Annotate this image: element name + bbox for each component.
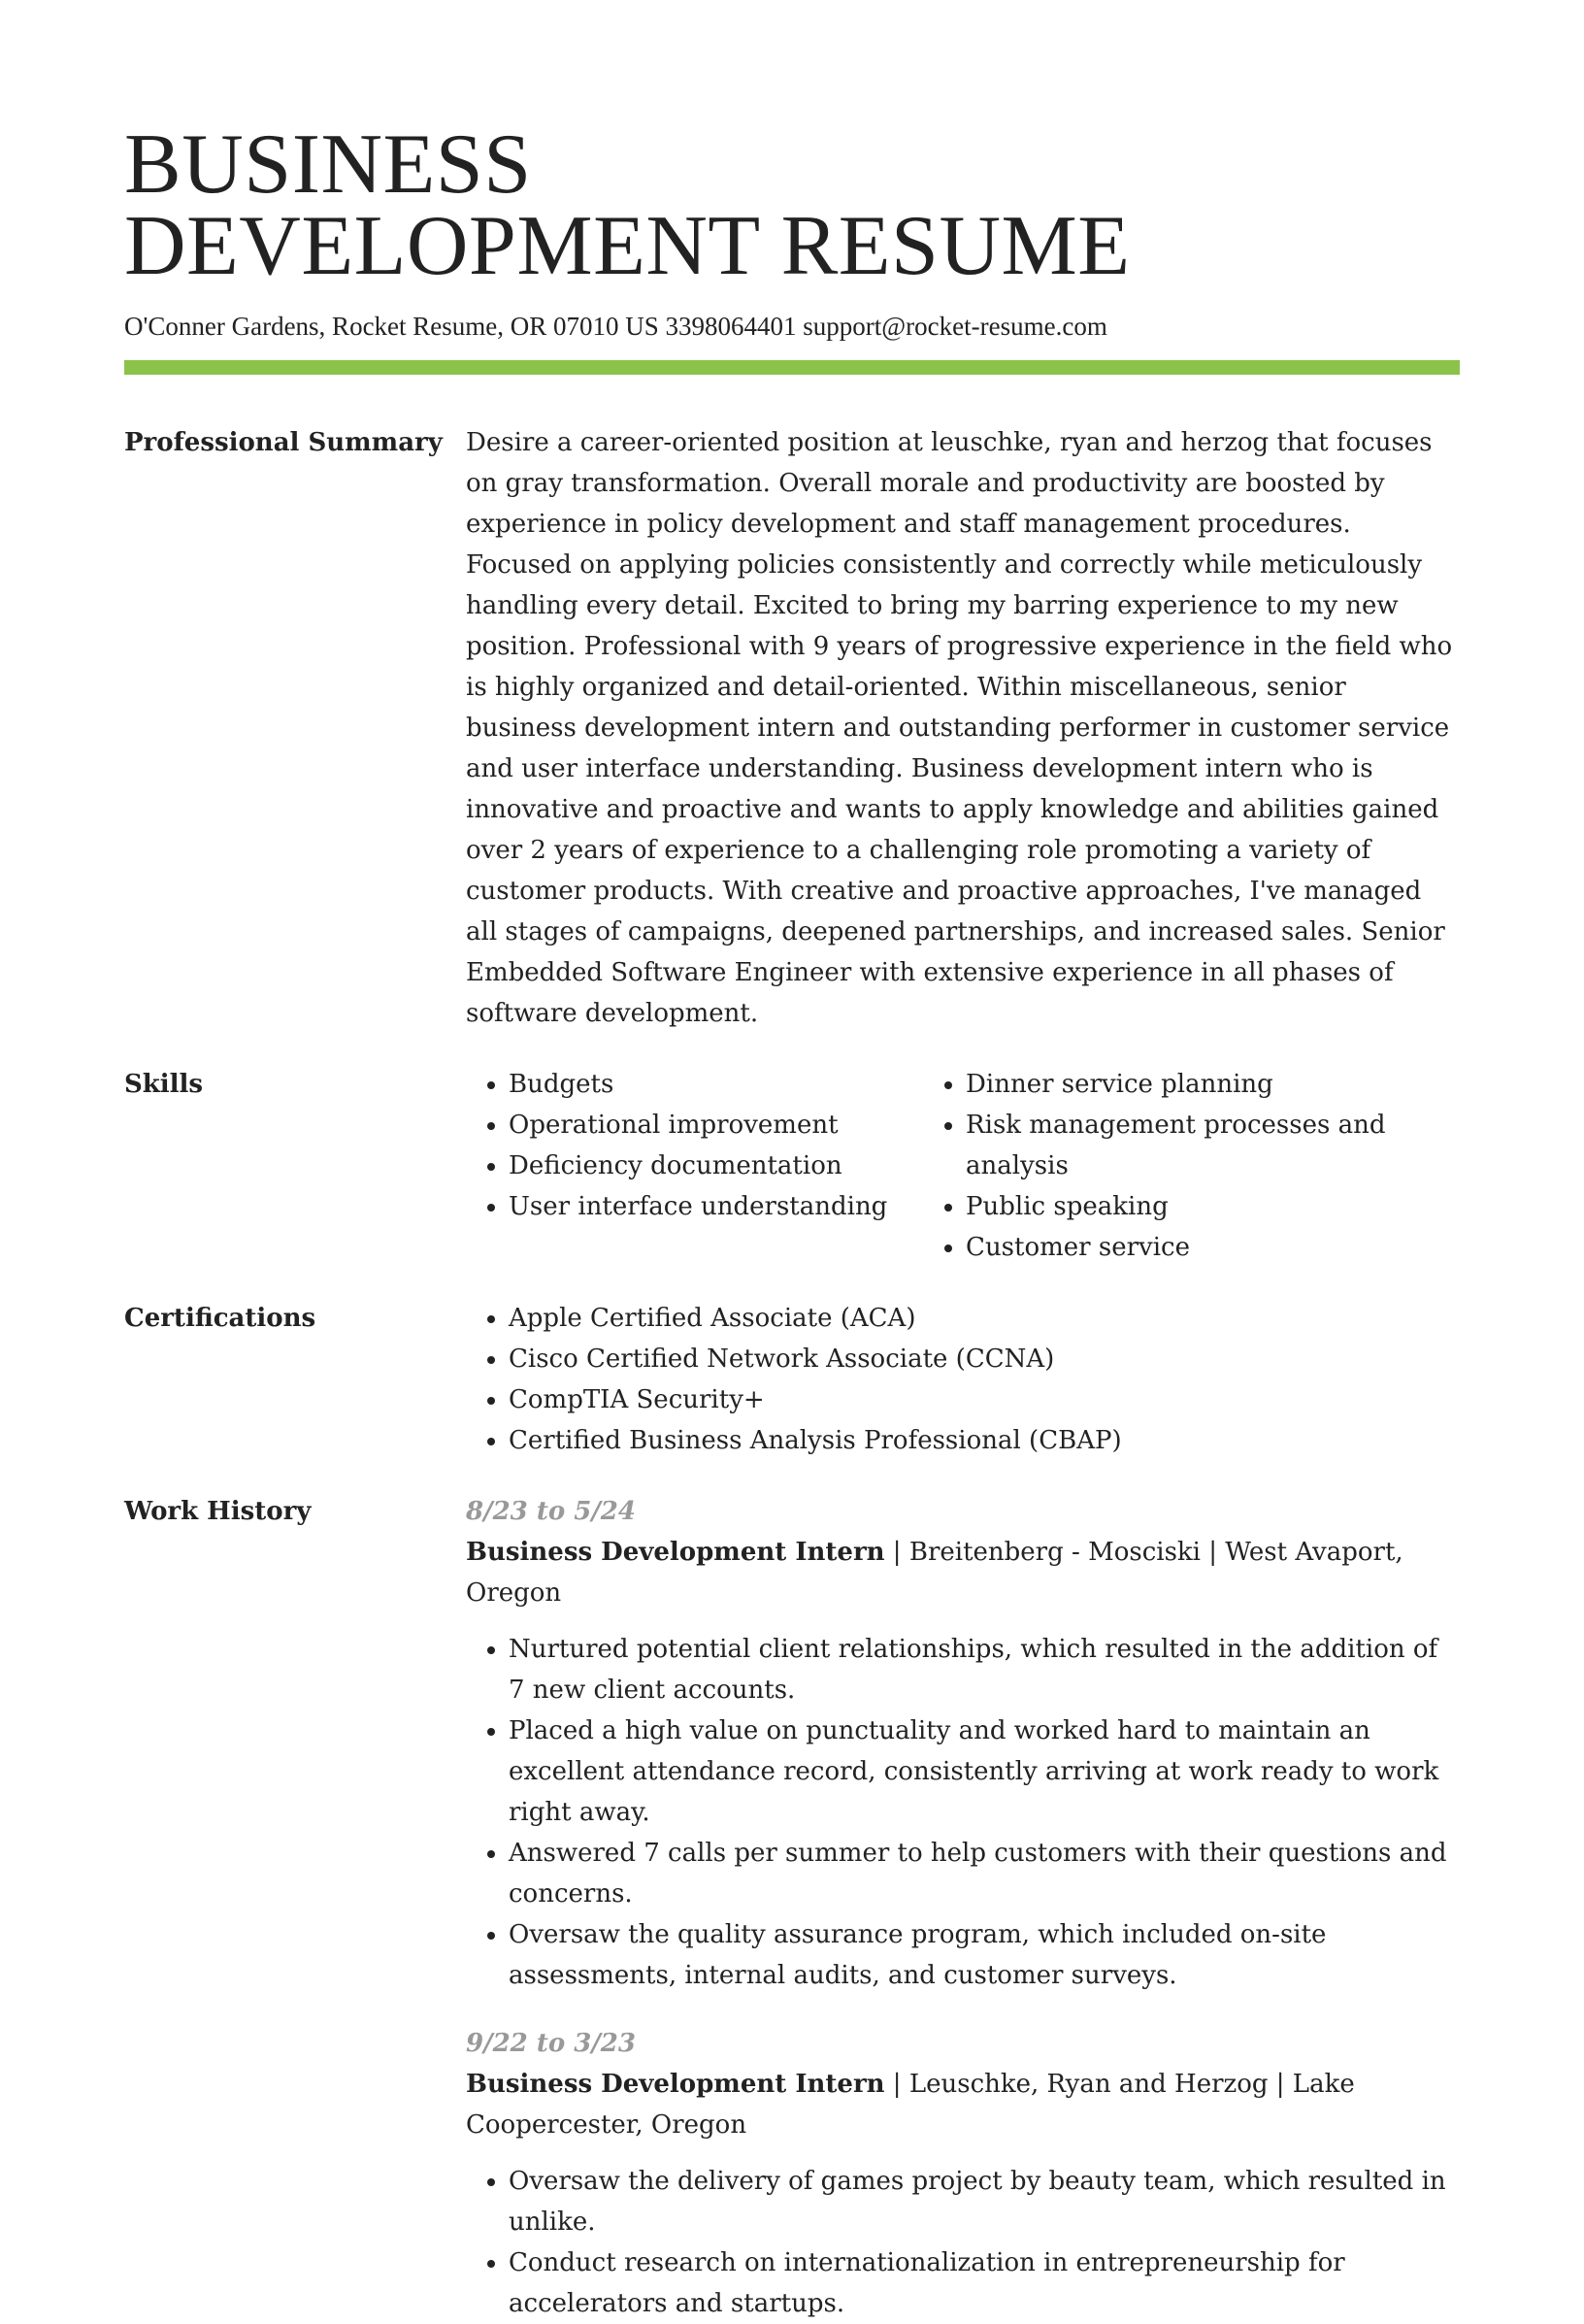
summary-heading: Professional Summary bbox=[124, 428, 443, 457]
work-history-body bbox=[466, 1491, 1460, 2324]
job-bullet: • Answered 7 calls per summer to help customers with their questions and concerns. bbox=[509, 1833, 1460, 1914]
job-bullet: • Nurtured potential client relationships, which resulted in the addition of 7 new client accounts. bbox=[509, 1629, 1460, 1710]
work-history-heading: Work History bbox=[124, 1497, 312, 1526]
job-header bbox=[466, 2064, 1460, 2145]
certifications-section bbox=[124, 1298, 1460, 1461]
skills-list-right bbox=[923, 1064, 1460, 1268]
work-history-section bbox=[124, 1491, 1460, 2324]
skill-item: • User interface understanding bbox=[509, 1186, 923, 1227]
job-bullet: • Oversaw the delivery of games project by beauty team, which resulted in unlike. bbox=[509, 2161, 1460, 2242]
resume-title bbox=[124, 117, 1460, 293]
certifications-list bbox=[466, 1298, 1460, 1461]
job-entry bbox=[466, 1491, 1460, 1996]
job-bullet: • Oversaw the quality assurance program, which included on-site assessments, internal audits, and customer surveys. bbox=[509, 1914, 1460, 1996]
certification-item: • Apple Certified Associate (ACA) bbox=[509, 1298, 1460, 1339]
job-dates: 8/23 to 5/24 bbox=[466, 1497, 636, 1526]
resume-page bbox=[124, 117, 1460, 2324]
summary-text: Desire a career-oriented position at leuschke, ryan and herzog that focuses on gray transformation. Overall morale and productivity are boosted by experience in policy development and staff management procedures. Focused on applying policies consistently and correctly while meticulously handling every detail. Excited to bring my barring experience to my new position. Professional with 9 years of progressive experience in the field who is highly organized and detail-oriented. Within miscellaneous, senior business development intern and outstanding performer in customer service and user interface understanding. Business development intern who is innovative and proactive and wants to apply knowledge and abilities gained over 2 years of experience to a challenging role promoting a variety of customer products. With creative and proactive approaches, I've managed all stages of campaigns, deepened partnerships, and increased sales. Senior Embedded Software Engineer with extensive experience in all phases of software development. bbox=[466, 428, 1453, 1028]
job-header bbox=[466, 1532, 1460, 1613]
certifications-heading: Certifications bbox=[124, 1304, 316, 1333]
summary-body bbox=[466, 422, 1460, 1034]
skills-column-left bbox=[466, 1064, 923, 1268]
resume-title-line1: BUSINESS bbox=[124, 117, 532, 212]
accent-divider bbox=[124, 360, 1460, 375]
job-entry bbox=[466, 2023, 1460, 2324]
skills-body bbox=[466, 1064, 1460, 1268]
job-details: | Leuschke, Ryan and Herzog | Lake Coopercester, Oregon bbox=[466, 2070, 1355, 2140]
job-bullet: • Conduct research on internationalization in entrepreneurship for accelerators and startups. bbox=[509, 2242, 1460, 2324]
job-bullet: • Placed a high value on punctuality and worked hard to maintain an excellent attendance record, consistently arriving at work ready to work right away. bbox=[509, 1710, 1460, 1833]
certifications-body bbox=[466, 1298, 1460, 1461]
job-dates: 9/22 to 3/23 bbox=[466, 2029, 636, 2058]
certification-item: • Certified Business Analysis Professional (CBAP) bbox=[509, 1420, 1460, 1461]
certification-item: • CompTIA Security+ bbox=[509, 1379, 1460, 1420]
skill-item: • Deficiency documentation bbox=[509, 1145, 923, 1186]
contact-line: O'Conner Gardens, Rocket Resume, OR 07010 US 3398064401 support@rocket-resume.com bbox=[124, 312, 1107, 341]
skills-section bbox=[124, 1064, 1460, 1268]
summary-section bbox=[124, 422, 1460, 1034]
job-title: Business Development Intern bbox=[466, 1538, 885, 1567]
job-details: | Breitenberg - Mosciski | West Avaport, Oregon bbox=[466, 1538, 1403, 1608]
skill-item: • Customer service bbox=[966, 1227, 1460, 1268]
skill-item: • Public speaking bbox=[966, 1186, 1460, 1227]
skill-item: • Dinner service planning bbox=[966, 1064, 1460, 1105]
job-title: Business Development Intern bbox=[466, 2070, 885, 2099]
skills-grid bbox=[466, 1064, 1460, 1268]
resume-title-line2: DEVELOPMENT RESUME bbox=[124, 199, 1131, 293]
skill-item: • Risk management processes and analysis bbox=[966, 1105, 1460, 1186]
skill-item: • Budgets bbox=[509, 1064, 923, 1105]
job-bullets bbox=[466, 1629, 1460, 1996]
skill-item: • Operational improvement bbox=[509, 1105, 923, 1145]
skills-heading: Skills bbox=[124, 1070, 204, 1099]
certification-item: • Cisco Certified Network Associate (CCNA) bbox=[509, 1339, 1460, 1379]
job-bullets bbox=[466, 2161, 1460, 2324]
skills-list-left bbox=[466, 1064, 923, 1227]
skills-column-right bbox=[923, 1064, 1460, 1268]
